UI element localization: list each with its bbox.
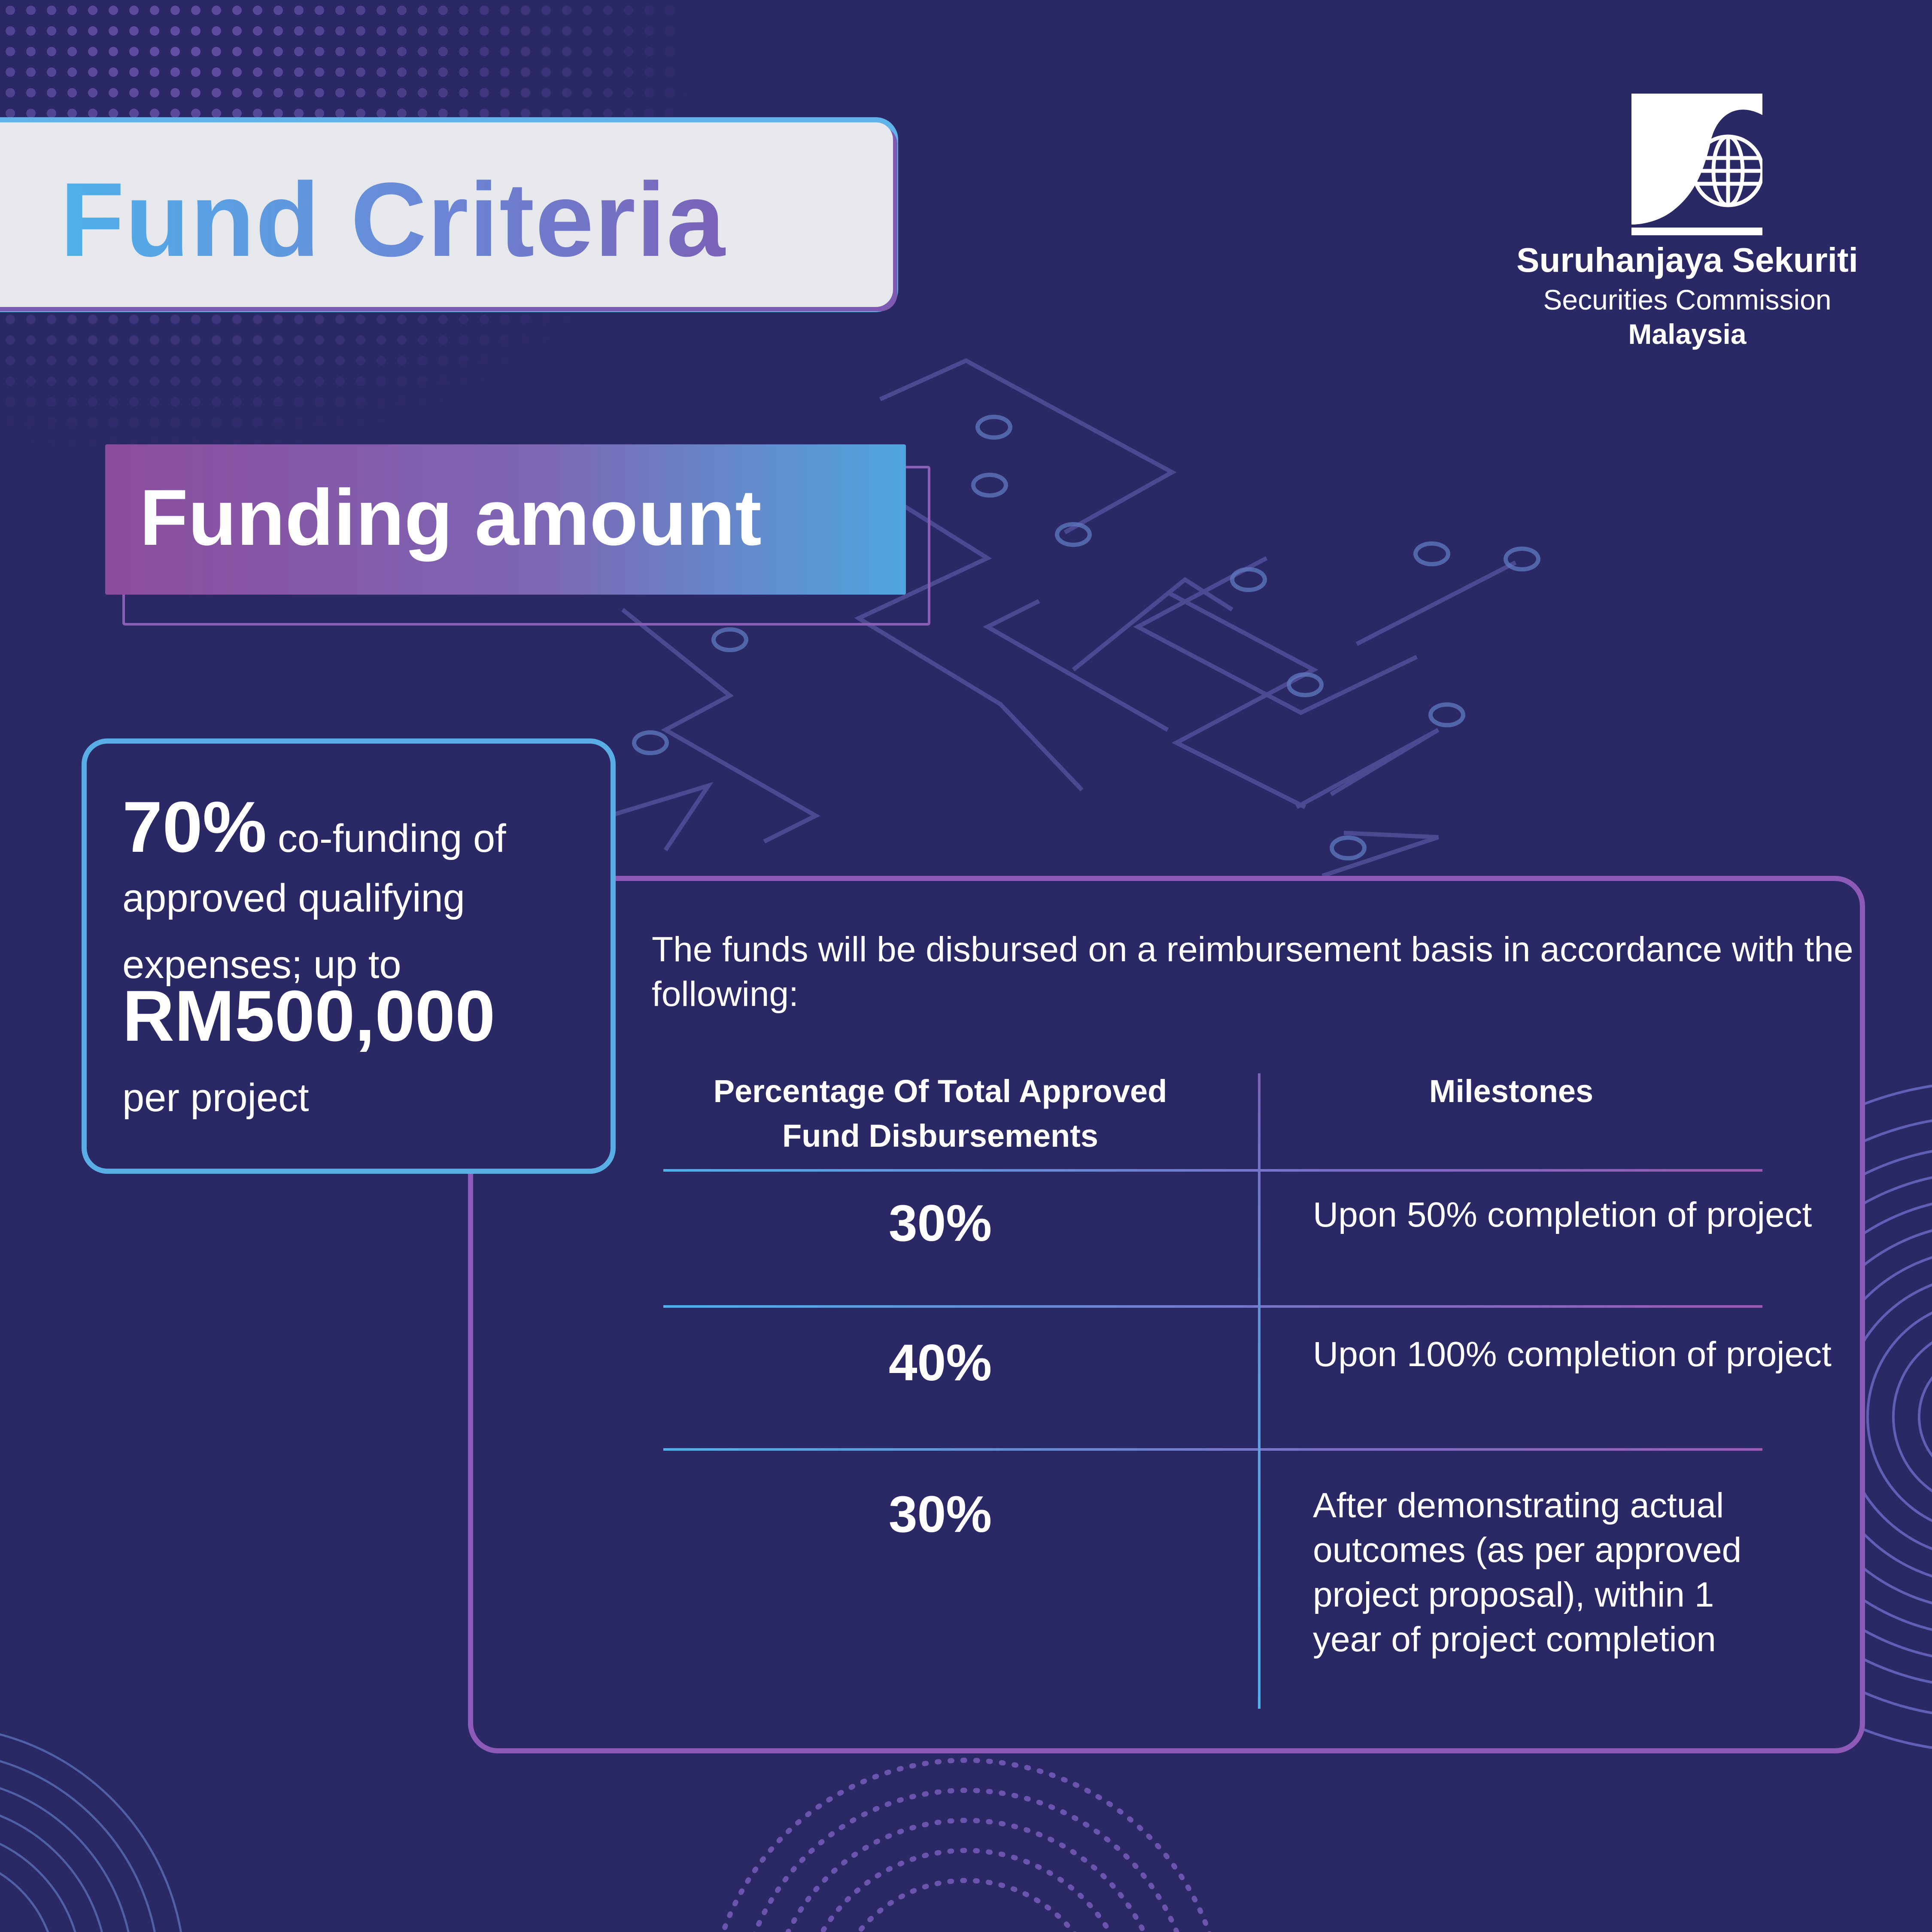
- row-3-milestone: After demonstrating actual outcomes (as per approved project proposal), within 1 year of project completion: [1313, 1486, 1742, 1659]
- table-column-divider: [1258, 1073, 1261, 1709]
- row-1-percentage: 30%: [888, 1194, 992, 1252]
- funding-text-2: approved qualifying: [122, 876, 465, 920]
- logo-name-english: Securities Commission: [1543, 284, 1832, 316]
- row-1-milestone: Upon 50% completion of project: [1313, 1195, 1812, 1234]
- funding-percent: 70%: [122, 787, 267, 867]
- row-2-milestone: Upon 100% completion of project: [1313, 1335, 1832, 1374]
- table-divider: [663, 1448, 1762, 1451]
- table-divider: [663, 1169, 1762, 1172]
- securities-commission-logo-icon: [1631, 94, 1762, 235]
- row-3-percentage: 30%: [888, 1485, 992, 1543]
- page-title: Fund Criteria: [60, 159, 726, 280]
- funding-line-1: [122, 786, 506, 869]
- disbursement-intro: The funds will be disbursed on a reimbursement basis in accordance with the following:: [652, 930, 1853, 1014]
- logo-country: Malaysia: [1628, 318, 1747, 350]
- table-header-percentage-line2: Fund Disbursements: [782, 1118, 1098, 1154]
- table-header-percentage-line1: Percentage Of Total Approved: [713, 1073, 1167, 1109]
- section-title: Funding amount: [140, 474, 762, 562]
- row-2-percentage: 40%: [888, 1334, 992, 1391]
- table-header-milestones: Milestones: [1429, 1073, 1594, 1109]
- funding-text-4: per project: [122, 1076, 309, 1120]
- table-header-percentage: [644, 1069, 1236, 1158]
- logo-name-malay: Suruhanjaya Sekuriti: [1516, 241, 1858, 279]
- table-divider: [663, 1305, 1762, 1308]
- funding-text-3: expenses; up to: [122, 943, 401, 987]
- funding-amount: RM500,000: [122, 975, 495, 1056]
- funding-text-1: co-funding of: [277, 817, 506, 860]
